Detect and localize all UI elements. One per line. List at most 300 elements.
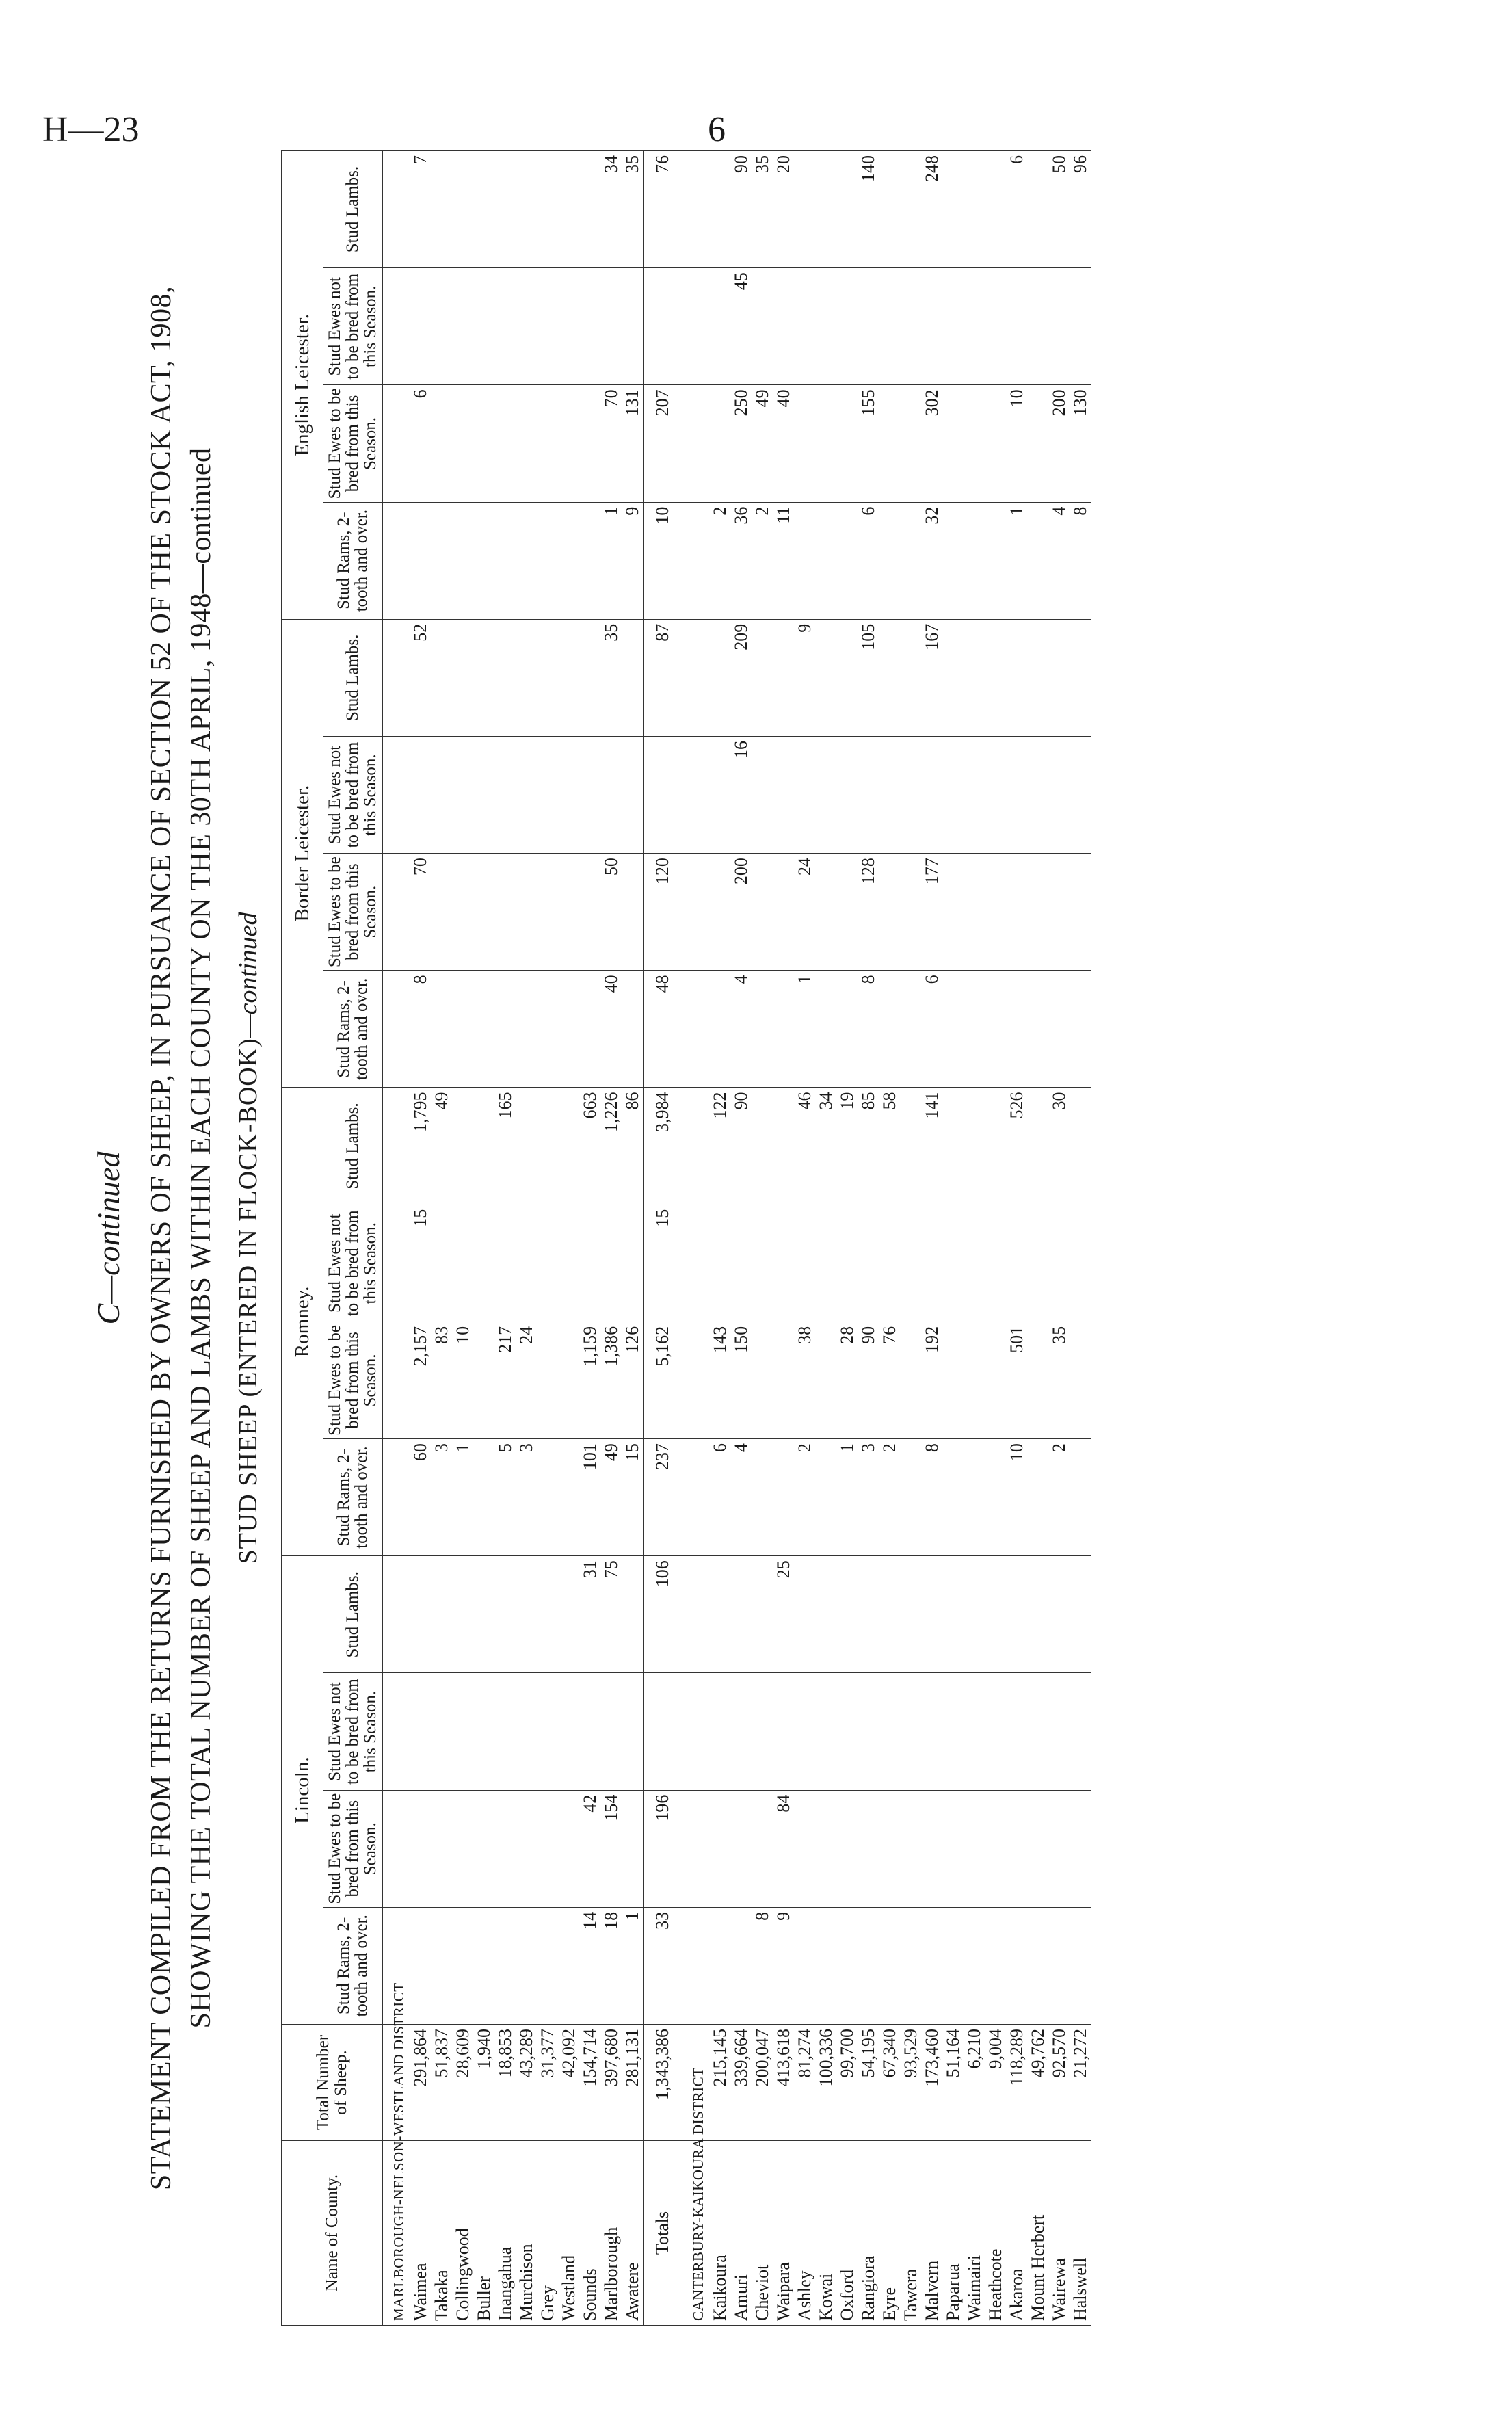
stud-count-value xyxy=(709,151,730,268)
total-sheep-value: 100,336 xyxy=(815,2025,836,2141)
stud-count-value: 3 xyxy=(516,1439,537,1556)
county-name: Grey xyxy=(537,2141,558,2326)
stud-count-value xyxy=(1006,1205,1027,1322)
stud-count-value xyxy=(537,1088,558,1205)
empty-cell xyxy=(682,971,710,1088)
stud-count-value: 663 xyxy=(579,1088,600,1205)
stud-count-value xyxy=(644,268,682,385)
stud-count-value xyxy=(1006,619,1027,736)
total-sheep-column-header: Total Number of Sheep. xyxy=(282,2025,383,2141)
title-line-1: STATEMENT COMPILED FROM THE RETURNS FURNISHED BY OWNERS OF SHEEP, IN PURSUANCE OF SECTION 52 OF THE STOCK ACT, 1908, xyxy=(146,285,177,2191)
table-row xyxy=(1070,151,1091,2326)
empty-cell xyxy=(682,619,710,736)
district-heading-row xyxy=(383,151,410,2326)
stud-count-value xyxy=(879,268,900,385)
stud-count-value xyxy=(985,1205,1006,1322)
stud-count-value xyxy=(709,1673,730,1790)
stud-count-value xyxy=(516,1088,537,1205)
stud-count-value: 90 xyxy=(730,1088,752,1205)
table-row xyxy=(815,151,836,2326)
stud-count-value xyxy=(473,1088,494,1205)
stud-count-value xyxy=(879,502,900,619)
table-row xyxy=(622,151,644,2326)
stud-count-value xyxy=(879,1556,900,1673)
stud-count-value: 250 xyxy=(730,385,752,502)
stud-count-value xyxy=(985,268,1006,385)
stud-count-value xyxy=(900,1439,921,1556)
stud-count-value xyxy=(773,971,794,1088)
stud-count-value: 4 xyxy=(730,971,752,1088)
stud-count-value: 46 xyxy=(794,1088,815,1205)
stud-count-value xyxy=(900,854,921,971)
stud-count-value xyxy=(579,268,600,385)
stud-count-value xyxy=(752,1790,773,1907)
stud-count-value xyxy=(879,736,900,853)
stud-count-value xyxy=(537,1205,558,1322)
county-name: Paparua xyxy=(942,2141,964,2326)
stud-count-value xyxy=(921,1673,942,1790)
sub-column-header: Stud Lambs. xyxy=(323,151,383,268)
stud-count-value xyxy=(773,1673,794,1790)
stud-count-value: 9 xyxy=(773,1907,794,2024)
stud-count-value xyxy=(516,1907,537,2024)
stud-count-value: 9 xyxy=(794,619,815,736)
stud-count-value xyxy=(815,385,836,502)
stud-count-value xyxy=(1048,619,1070,736)
county-name: Eyre xyxy=(879,2141,900,2326)
stud-count-value: 35 xyxy=(1048,1322,1070,1438)
stud-count-value xyxy=(1006,971,1027,1088)
stud-count-value xyxy=(410,268,431,385)
stud-count-value xyxy=(773,854,794,971)
stud-count-value xyxy=(473,736,494,853)
stud-count-value xyxy=(709,385,730,502)
empty-cell xyxy=(383,1790,410,1907)
stud-count-value xyxy=(1027,268,1048,385)
stud-count-value xyxy=(1027,736,1048,853)
stud-count-value: 3 xyxy=(431,1439,452,1556)
stud-count-value xyxy=(494,1205,516,1322)
stud-count-value: 76 xyxy=(644,151,682,268)
total-sheep-value: 42,092 xyxy=(558,2025,579,2141)
county-name: Waimairi xyxy=(964,2141,985,2326)
county-name: Oxford xyxy=(836,2141,858,2326)
stud-count-value: 141 xyxy=(921,1088,942,1205)
stud-count-value xyxy=(836,1673,858,1790)
table-row xyxy=(773,151,794,2326)
stud-count-value xyxy=(985,1907,1006,2024)
table-row xyxy=(794,151,815,2326)
total-sheep-value: 118,289 xyxy=(1006,2025,1027,2141)
stud-count-value xyxy=(942,1088,964,1205)
stud-count-value xyxy=(622,736,644,853)
stud-count-value: 6 xyxy=(858,502,879,619)
stud-count-value: 15 xyxy=(410,1205,431,1322)
section-caption: C—continued xyxy=(91,1151,126,1325)
stud-count-value: 34 xyxy=(815,1088,836,1205)
stud-count-value xyxy=(709,1907,730,2024)
stud-count-value xyxy=(494,619,516,736)
stud-count-value: 140 xyxy=(858,151,879,268)
stud-count-value xyxy=(752,1439,773,1556)
stud-count-value: 49 xyxy=(431,1088,452,1205)
stud-count-value xyxy=(858,1907,879,2024)
stud-count-value xyxy=(1027,385,1048,502)
stud-count-value xyxy=(537,854,558,971)
stud-count-value: 35 xyxy=(752,151,773,268)
stud-count-value xyxy=(622,1205,644,1322)
stud-count-value xyxy=(473,385,494,502)
stud-sheep-table xyxy=(281,150,1091,2326)
stud-count-value xyxy=(558,1907,579,2024)
sub-column-header: Stud Ewes not to be bred from this Season. xyxy=(323,268,383,385)
stud-count-value: 1,386 xyxy=(600,1322,622,1438)
stud-count-value xyxy=(858,1790,879,1907)
stud-count-value xyxy=(537,1790,558,1907)
stud-count-value: 25 xyxy=(773,1556,794,1673)
stud-count-value xyxy=(579,151,600,268)
stud-count-value: 34 xyxy=(600,151,622,268)
stud-count-value xyxy=(752,1673,773,1790)
stud-count-value: 32 xyxy=(921,502,942,619)
empty-cell xyxy=(383,1088,410,1205)
stud-count-value xyxy=(815,502,836,619)
stud-count-value xyxy=(622,1556,644,1673)
county-name: Wairewa xyxy=(1048,2141,1070,2326)
stud-count-value xyxy=(900,1322,921,1438)
stud-count-value: 3 xyxy=(858,1439,879,1556)
county-name: Waimea xyxy=(410,2141,431,2326)
stud-count-value: 7 xyxy=(410,151,431,268)
stud-count-value: 40 xyxy=(773,385,794,502)
sub-header-row xyxy=(323,151,383,2326)
stud-count-value xyxy=(537,1556,558,1673)
stud-count-value xyxy=(558,1205,579,1322)
sub-column-header: Stud Ewes not to be bred from this Season. xyxy=(323,736,383,853)
empty-cell xyxy=(383,1673,410,1790)
stud-count-value: 1 xyxy=(600,502,622,619)
stud-count-value: 1,226 xyxy=(600,1088,622,1205)
stud-count-value: 130 xyxy=(1070,385,1091,502)
empty-cell xyxy=(682,1556,710,1673)
stud-count-value: 177 xyxy=(921,854,942,971)
statement-title xyxy=(142,137,221,2339)
sub-column-header: Stud Rams, 2-tooth and over. xyxy=(323,502,383,619)
stud-count-value xyxy=(985,736,1006,853)
stud-count-value xyxy=(1027,1556,1048,1673)
stud-count-value xyxy=(985,1439,1006,1556)
stud-count-value xyxy=(709,619,730,736)
stud-count-value xyxy=(1006,1673,1027,1790)
table-row xyxy=(1048,151,1070,2326)
stud-count-value xyxy=(942,1556,964,1673)
stud-count-value xyxy=(558,971,579,1088)
stud-count-value xyxy=(964,1088,985,1205)
stud-count-value xyxy=(794,1790,815,1907)
stud-count-value: 6 xyxy=(709,1439,730,1556)
stud-count-value xyxy=(494,971,516,1088)
stud-count-value xyxy=(410,1556,431,1673)
stud-count-value xyxy=(879,619,900,736)
stud-count-value: 6 xyxy=(921,971,942,1088)
table-row xyxy=(836,151,858,2326)
stud-count-value: 35 xyxy=(622,151,644,268)
table-row xyxy=(600,151,622,2326)
stud-count-value xyxy=(752,619,773,736)
total-sheep-value: 200,047 xyxy=(752,2025,773,2141)
stud-count-value xyxy=(1070,854,1091,971)
stud-count-value xyxy=(921,1907,942,2024)
total-sheep-value: 281,131 xyxy=(622,2025,644,2141)
stud-count-value xyxy=(473,1322,494,1438)
total-sheep-value: 93,529 xyxy=(900,2025,921,2141)
stud-count-value xyxy=(516,1556,537,1673)
stud-count-value xyxy=(964,151,985,268)
stud-count-value xyxy=(773,1088,794,1205)
stud-count-value xyxy=(579,1205,600,1322)
stud-count-value xyxy=(516,1205,537,1322)
stud-count-value: 192 xyxy=(921,1322,942,1438)
stud-count-value xyxy=(858,1205,879,1322)
stud-count-value: 60 xyxy=(410,1439,431,1556)
stud-count-value xyxy=(794,1556,815,1673)
stud-count-value xyxy=(730,1205,752,1322)
stud-count-value: 6 xyxy=(410,385,431,502)
table-row xyxy=(452,151,473,2326)
total-sheep-value: 92,570 xyxy=(1048,2025,1070,2141)
stud-count-value xyxy=(942,854,964,971)
stud-count-value xyxy=(431,1673,452,1790)
empty-cell xyxy=(383,619,410,736)
total-sheep-value: 413,618 xyxy=(773,2025,794,2141)
stud-count-value: 150 xyxy=(730,1322,752,1438)
stud-count-value xyxy=(1027,1205,1048,1322)
table-row xyxy=(473,151,494,2326)
stud-count-value xyxy=(558,385,579,502)
stud-count-value xyxy=(1048,1907,1070,2024)
stud-count-value xyxy=(752,736,773,853)
stud-count-value: 1 xyxy=(794,971,815,1088)
stud-count-value xyxy=(794,736,815,853)
county-name: Westland xyxy=(558,2141,579,2326)
stud-count-value xyxy=(985,1556,1006,1673)
table-row xyxy=(410,151,431,2326)
empty-cell xyxy=(383,971,410,1088)
empty-cell xyxy=(682,1322,710,1438)
stud-count-value: 49 xyxy=(752,385,773,502)
stud-count-value xyxy=(879,1205,900,1322)
stud-count-value xyxy=(579,736,600,853)
stud-count-value xyxy=(473,1205,494,1322)
subtitle-text: STUD SHEEP (ENTERED IN FLOCK-BOOK) xyxy=(234,1038,263,1564)
stud-count-value xyxy=(473,971,494,1088)
table-row xyxy=(879,151,900,2326)
stud-count-value xyxy=(1070,268,1091,385)
stud-count-value xyxy=(752,1556,773,1673)
stud-count-value xyxy=(1006,268,1027,385)
stud-count-value xyxy=(836,502,858,619)
stud-count-value xyxy=(600,1673,622,1790)
county-column-header: Name of County. xyxy=(282,2141,383,2326)
stud-count-value xyxy=(494,268,516,385)
stud-count-value: 209 xyxy=(730,619,752,736)
stud-count-value xyxy=(516,502,537,619)
stud-count-value xyxy=(1027,1322,1048,1438)
stud-count-value xyxy=(900,385,921,502)
stud-count-value xyxy=(494,1907,516,2024)
stud-count-value: 1 xyxy=(1006,502,1027,619)
stud-count-value: 11 xyxy=(773,502,794,619)
sub-column-header: Stud Ewes not to be bred from this Season. xyxy=(323,1205,383,1322)
stud-count-value xyxy=(836,619,858,736)
stud-count-value xyxy=(473,854,494,971)
stud-count-value xyxy=(836,1790,858,1907)
stud-count-value: 5,162 xyxy=(644,1322,682,1438)
table-row xyxy=(494,151,516,2326)
stud-count-value: 207 xyxy=(644,385,682,502)
stud-count-value xyxy=(900,268,921,385)
stud-count-value xyxy=(452,268,473,385)
stud-count-value: 526 xyxy=(1006,1088,1027,1205)
subtitle-suffix: —continued xyxy=(234,912,263,1038)
stud-count-value xyxy=(815,1673,836,1790)
stud-count-value xyxy=(452,151,473,268)
stud-count-value: 1 xyxy=(836,1439,858,1556)
stud-count-value xyxy=(858,736,879,853)
stud-count-value xyxy=(622,1673,644,1790)
stud-count-value xyxy=(964,502,985,619)
stud-count-value xyxy=(1048,1673,1070,1790)
stud-count-value: 19 xyxy=(836,1088,858,1205)
stud-count-value xyxy=(900,971,921,1088)
stud-count-value xyxy=(836,1556,858,1673)
border-leicester-header: Border Leicester. xyxy=(282,619,323,1088)
stud-count-value xyxy=(1006,854,1027,971)
stud-count-value xyxy=(964,385,985,502)
stud-count-value xyxy=(1027,971,1048,1088)
stud-count-value: 143 xyxy=(709,1322,730,1438)
county-name: Cheviot xyxy=(752,2141,773,2326)
table-row xyxy=(900,151,921,2326)
stud-count-value: 15 xyxy=(622,1439,644,1556)
stud-count-value xyxy=(879,1790,900,1907)
stud-count-value xyxy=(1070,1907,1091,2024)
stud-count-value: 120 xyxy=(644,854,682,971)
empty-cell xyxy=(383,268,410,385)
empty-cell xyxy=(682,1790,710,1907)
stud-count-value: 2 xyxy=(752,502,773,619)
stud-count-value xyxy=(942,619,964,736)
stud-count-value: 50 xyxy=(1048,151,1070,268)
page-number: 6 xyxy=(708,110,726,149)
stud-count-value xyxy=(579,971,600,1088)
empty-cell xyxy=(682,1088,710,1205)
stud-count-value xyxy=(1027,151,1048,268)
stud-count-value xyxy=(1070,1790,1091,1907)
stud-count-value xyxy=(985,151,1006,268)
stud-count-value: 24 xyxy=(516,1322,537,1438)
stud-count-value xyxy=(985,1322,1006,1438)
stud-count-value xyxy=(516,971,537,1088)
stud-count-value: 31 xyxy=(579,1556,600,1673)
empty-cell xyxy=(682,1439,710,1556)
stud-count-value: 10 xyxy=(644,502,682,619)
stud-count-value xyxy=(558,1439,579,1556)
stud-count-value xyxy=(537,385,558,502)
stud-count-value xyxy=(815,619,836,736)
stud-count-value xyxy=(836,268,858,385)
stud-count-value xyxy=(942,971,964,1088)
sub-column-header: Stud Ewes to be bred from this Season. xyxy=(323,854,383,971)
stud-count-value: 128 xyxy=(858,854,879,971)
stud-count-value xyxy=(730,1556,752,1673)
stud-count-value xyxy=(964,1205,985,1322)
table-row xyxy=(985,151,1006,2326)
table-row xyxy=(1027,151,1048,2326)
stud-count-value xyxy=(752,854,773,971)
stud-count-value xyxy=(558,736,579,853)
stud-count-value xyxy=(431,1790,452,1907)
stud-count-value xyxy=(773,1205,794,1322)
stud-count-value xyxy=(1027,502,1048,619)
sub-column-header: Stud Ewes to be bred from this Season. xyxy=(323,385,383,502)
stud-count-value xyxy=(452,1088,473,1205)
stud-count-value xyxy=(431,502,452,619)
empty-cell xyxy=(383,385,410,502)
stud-count-value xyxy=(537,971,558,1088)
stud-count-value xyxy=(752,971,773,1088)
table-row xyxy=(752,151,773,2326)
table-row xyxy=(709,151,730,2326)
stud-count-value: 33 xyxy=(644,1907,682,2024)
table-row xyxy=(558,151,579,2326)
stud-count-value xyxy=(1027,619,1048,736)
stud-count-value xyxy=(452,1673,473,1790)
stud-count-value: 2 xyxy=(709,502,730,619)
total-sheep-value: 9,004 xyxy=(985,2025,1006,2141)
stud-count-value: 84 xyxy=(773,1790,794,1907)
stud-count-value xyxy=(709,971,730,1088)
stud-count-value xyxy=(921,736,942,853)
stud-count-value: 200 xyxy=(1048,385,1070,502)
stud-count-value xyxy=(1070,1439,1091,1556)
stud-count-value xyxy=(431,151,452,268)
stud-count-value xyxy=(964,1907,985,2024)
stud-count-value xyxy=(773,1322,794,1438)
stud-count-value xyxy=(452,1205,473,1322)
stud-count-value xyxy=(815,268,836,385)
stud-count-value xyxy=(622,854,644,971)
lincoln-header: Lincoln. xyxy=(282,1556,323,2025)
total-sheep-value: 1,343,386 xyxy=(644,2025,682,2141)
stud-count-value xyxy=(452,1556,473,1673)
stud-count-value xyxy=(709,1556,730,1673)
stud-count-value xyxy=(452,619,473,736)
stud-count-value xyxy=(900,736,921,853)
stud-count-value xyxy=(985,1790,1006,1907)
stud-count-value xyxy=(516,385,537,502)
stud-count-value xyxy=(836,385,858,502)
table-row xyxy=(1006,151,1027,2326)
stud-count-value xyxy=(752,268,773,385)
stud-count-value xyxy=(985,385,1006,502)
stud-count-value xyxy=(942,736,964,853)
total-sheep-value: 1,940 xyxy=(473,2025,494,2141)
empty-cell xyxy=(682,854,710,971)
stud-count-value xyxy=(473,1907,494,2024)
stud-count-value xyxy=(473,502,494,619)
empty-cell xyxy=(383,1439,410,1556)
